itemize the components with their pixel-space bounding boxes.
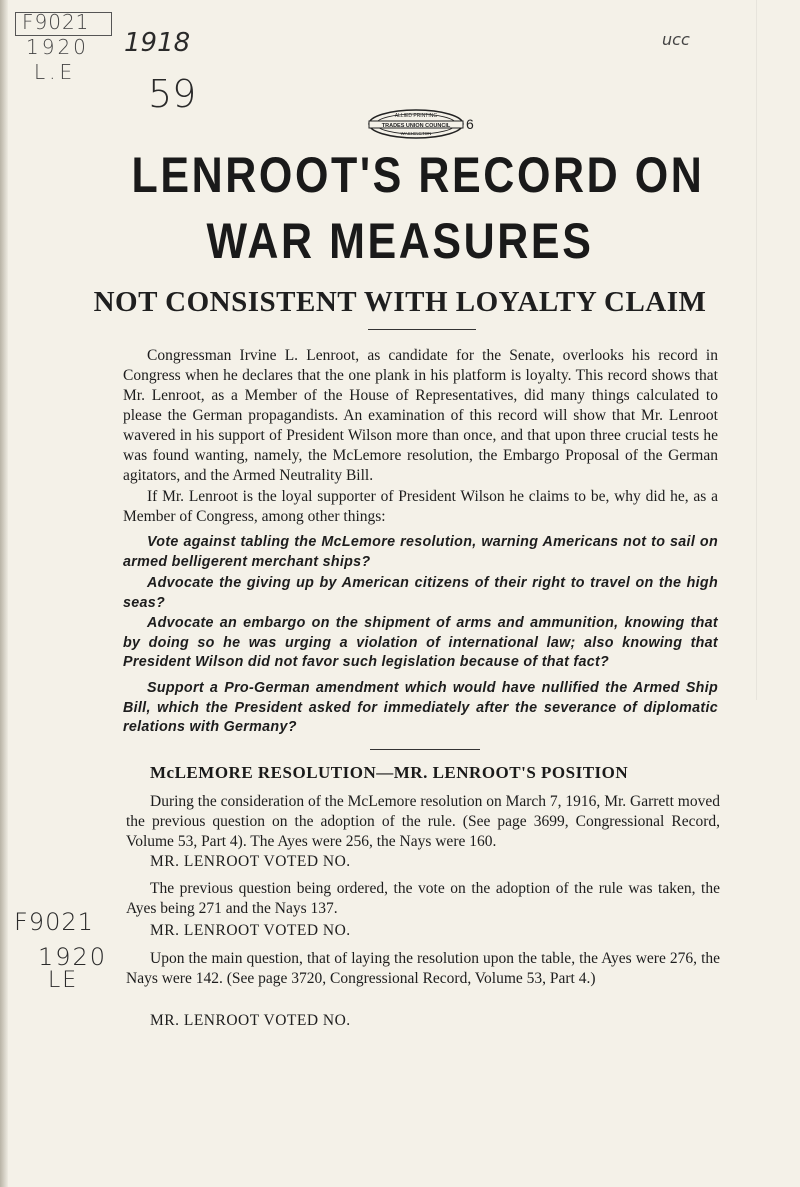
stamp-top-3: L.E <box>34 60 77 84</box>
vote-line-3: MR. LENROOT VOTED NO. <box>150 1012 351 1029</box>
section-rule <box>370 749 480 750</box>
union-label-number: 6 <box>466 116 474 132</box>
intro-paragraph: Congressman Irvine L. Lenroot, as candidate for the Senate, overlooks his record in Congress when he declares that the one plank in his platform is loyalty. This record shows that Mr. Lenroot, as a Member of the House of Representatives, did many things calculated to please the German propagandists. An examination of this record will show that Mr. Lenroot wavered in his support of President Wilson more than once, and that upon three crucial tests he was found wanting, namely, the McLemore resolution, the Embargo Proposal of the German agitators, and the Armed Neutrality Bill. <box>123 347 718 484</box>
side-stamp-1: F9021 <box>14 908 94 936</box>
charge-item: Vote against tabling the McLemore resolution, warning Americans not to sail on armed belligerent merchant ships? <box>123 534 718 570</box>
union-label-logo <box>366 108 466 140</box>
subtitle: NOT CONSISTENT WITH LOYALTY CLAIM <box>93 286 707 318</box>
year-note: 1918 <box>124 28 191 58</box>
page-edge-shadow <box>0 0 8 1187</box>
union-label-middle: TRADES UNION COUNCIL <box>381 123 451 129</box>
stamp-top-1: F9021 <box>22 10 90 34</box>
side-stamp-2: 1920 <box>38 943 108 971</box>
union-label-bottom: WASHINGTON <box>400 131 432 136</box>
title-rule <box>368 329 476 330</box>
paper-fold <box>756 0 757 700</box>
side-stamp-3: LE <box>48 968 79 993</box>
number-note: 59 <box>148 72 197 116</box>
stamp-top-2: 1920 <box>26 35 89 59</box>
section-paragraph-2: The previous question being ordered, the vote on the adoption of the rule was taken, the Ayes being 271 and the Nays 137. <box>126 880 720 917</box>
charge-item: Advocate an embargo on the shipment of arms and ammunition, knowing that by doing so he was urging a violation of international law; also knowing that President Wilson did not favor such legislation because of that fact? <box>123 615 718 670</box>
charge-item: Support a Pro-German amendment which would have nullified the Armed Ship Bill, which the President asked for immediately after the severance of diplomatic relations with Germany? <box>123 680 718 735</box>
section-paragraph-1: During the consideration of the McLemore resolution on March 7, 1916, Mr. Garrett moved the previous question on the adoption of the rule. (See page 3699, Congressional Record, Volume 53, Part 4). The Ayes were 256, the Nays were 160. <box>126 793 720 850</box>
union-label-top: ALLIED PRINTING <box>394 113 438 119</box>
title-line-1: LENROOT'S RECORD ON <box>131 147 705 203</box>
title-line-2: WAR MEASURES <box>206 213 594 269</box>
vote-line-2: MR. LENROOT VOTED NO. <box>150 922 351 939</box>
corner-mark: ucc <box>662 30 690 49</box>
vote-line-1: MR. LENROOT VOTED NO. <box>150 853 351 870</box>
section-paragraph-3: Upon the main question, that of laying the resolution upon the table, the Ayes were 276, the Nays were 142. (See page 3720, Congressional Record, Volume 53, Part 4.) <box>126 950 720 987</box>
question-paragraph: If Mr. Lenroot is the loyal supporter of President Wilson he claims to be, why did he, as a Member of Congress, among other things: <box>123 488 718 525</box>
section-heading: McLEMORE RESOLUTION—MR. LENROOT'S POSITION <box>150 763 629 782</box>
charge-item: Advocate the giving up by American citizens of their right to travel on the high seas? <box>123 575 718 611</box>
